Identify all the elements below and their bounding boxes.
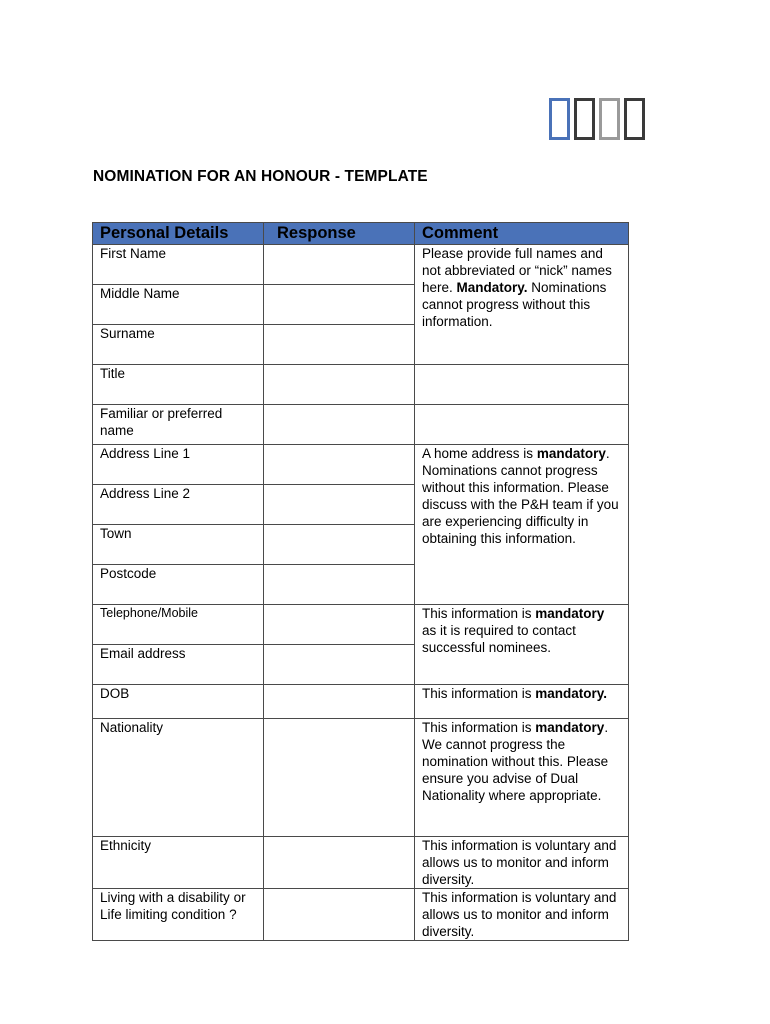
comment-text: Please provide full names and not abbreviated or “nick” names here. bbox=[422, 246, 612, 295]
response-cell-postcode[interactable] bbox=[264, 565, 415, 605]
table-row bbox=[93, 405, 629, 445]
response-cell-disability[interactable] bbox=[264, 889, 415, 941]
table-row bbox=[93, 245, 629, 285]
field-label-ethnicity: Ethnicity bbox=[93, 837, 264, 889]
table-header-row bbox=[93, 223, 629, 245]
comment-text: This information is bbox=[422, 720, 536, 735]
column-header-personal-details: Personal Details bbox=[93, 223, 264, 245]
response-cell-telephone[interactable] bbox=[264, 605, 415, 645]
logo bbox=[549, 98, 645, 140]
comment-emphasis: mandatory bbox=[535, 720, 605, 735]
response-cell-town[interactable] bbox=[264, 525, 415, 565]
comment-text: A home address is bbox=[422, 446, 537, 461]
table-row bbox=[93, 889, 629, 941]
response-cell-nationality[interactable] bbox=[264, 719, 415, 837]
comment-empty-title bbox=[415, 365, 629, 405]
response-cell-familiar-name[interactable] bbox=[264, 405, 415, 445]
comment-contact bbox=[415, 605, 629, 685]
field-label-middle-name: Middle Name bbox=[93, 285, 264, 325]
response-cell-address-line-2[interactable] bbox=[264, 485, 415, 525]
table-row bbox=[93, 365, 629, 405]
table-row bbox=[93, 837, 629, 889]
comment-emphasis: mandatory bbox=[536, 446, 606, 461]
column-header-response: Response bbox=[264, 223, 415, 245]
comment-text: as it is required to contact successful nominees. bbox=[422, 623, 576, 655]
comment-emphasis: mandatory bbox=[535, 606, 605, 621]
comment-text: This information is bbox=[422, 606, 536, 621]
field-label-familiar-name: Familiar or preferred name bbox=[93, 405, 264, 445]
response-cell-email[interactable] bbox=[264, 645, 415, 685]
field-label-address-line-2: Address Line 2 bbox=[93, 485, 264, 525]
field-label-nationality: Nationality bbox=[93, 719, 264, 837]
comment-text: Nominations cannot progress without this information. bbox=[422, 280, 607, 329]
document-title: NOMINATION FOR AN HONOUR - TEMPLATE bbox=[93, 168, 428, 185]
table-row bbox=[93, 685, 629, 719]
field-label-title: Title bbox=[93, 365, 264, 405]
response-cell-address-line-1[interactable] bbox=[264, 445, 415, 485]
field-label-dob: DOB bbox=[93, 685, 264, 719]
comment-text: . Nominations cannot progress without this information. Please discuss with the P&H team if you are experiencing difficulty in obtaining this information. bbox=[422, 446, 619, 546]
field-label-surname: Surname bbox=[93, 325, 264, 365]
column-header-comment: Comment bbox=[415, 223, 629, 245]
field-label-telephone: Telephone/Mobile bbox=[93, 605, 264, 645]
table-row bbox=[93, 719, 629, 837]
logo-square-dark bbox=[574, 98, 595, 140]
response-cell-title[interactable] bbox=[264, 365, 415, 405]
field-label-postcode: Postcode bbox=[93, 565, 264, 605]
comment-nationality bbox=[415, 719, 629, 837]
response-cell-first-name[interactable] bbox=[264, 245, 415, 285]
field-label-town: Town bbox=[93, 525, 264, 565]
table-row bbox=[93, 445, 629, 485]
field-label-email: Email address bbox=[93, 645, 264, 685]
response-cell-surname[interactable] bbox=[264, 325, 415, 365]
comment-empty-familiar-name bbox=[415, 405, 629, 445]
logo-square-blue bbox=[549, 98, 570, 140]
comment-disability: This information is voluntary and allows us to monitor and inform diversity. bbox=[415, 889, 629, 941]
comment-emphasis: Mandatory. bbox=[456, 280, 528, 295]
table-row bbox=[93, 605, 629, 645]
comment-text: . We cannot progress the nomination without this. Please ensure you advise of Dual Nationality where appropriate. bbox=[422, 720, 609, 803]
field-label-address-line-1: Address Line 1 bbox=[93, 445, 264, 485]
comment-emphasis: mandatory. bbox=[535, 686, 608, 701]
comment-ethnicity: This information is voluntary and allows us to monitor and inform diversity. bbox=[415, 837, 629, 889]
logo-square-gray bbox=[599, 98, 620, 140]
response-cell-middle-name[interactable] bbox=[264, 285, 415, 325]
comment-names bbox=[415, 245, 629, 365]
comment-address bbox=[415, 445, 629, 605]
comment-dob bbox=[415, 685, 629, 719]
logo-square-dark-2 bbox=[624, 98, 645, 140]
response-cell-dob[interactable] bbox=[264, 685, 415, 719]
nomination-form-table bbox=[92, 222, 629, 941]
response-cell-ethnicity[interactable] bbox=[264, 837, 415, 889]
field-label-first-name: First Name bbox=[93, 245, 264, 285]
field-label-disability: Living with a disability or Life limiting condition ? bbox=[93, 889, 264, 941]
comment-text: This information is bbox=[422, 686, 536, 701]
